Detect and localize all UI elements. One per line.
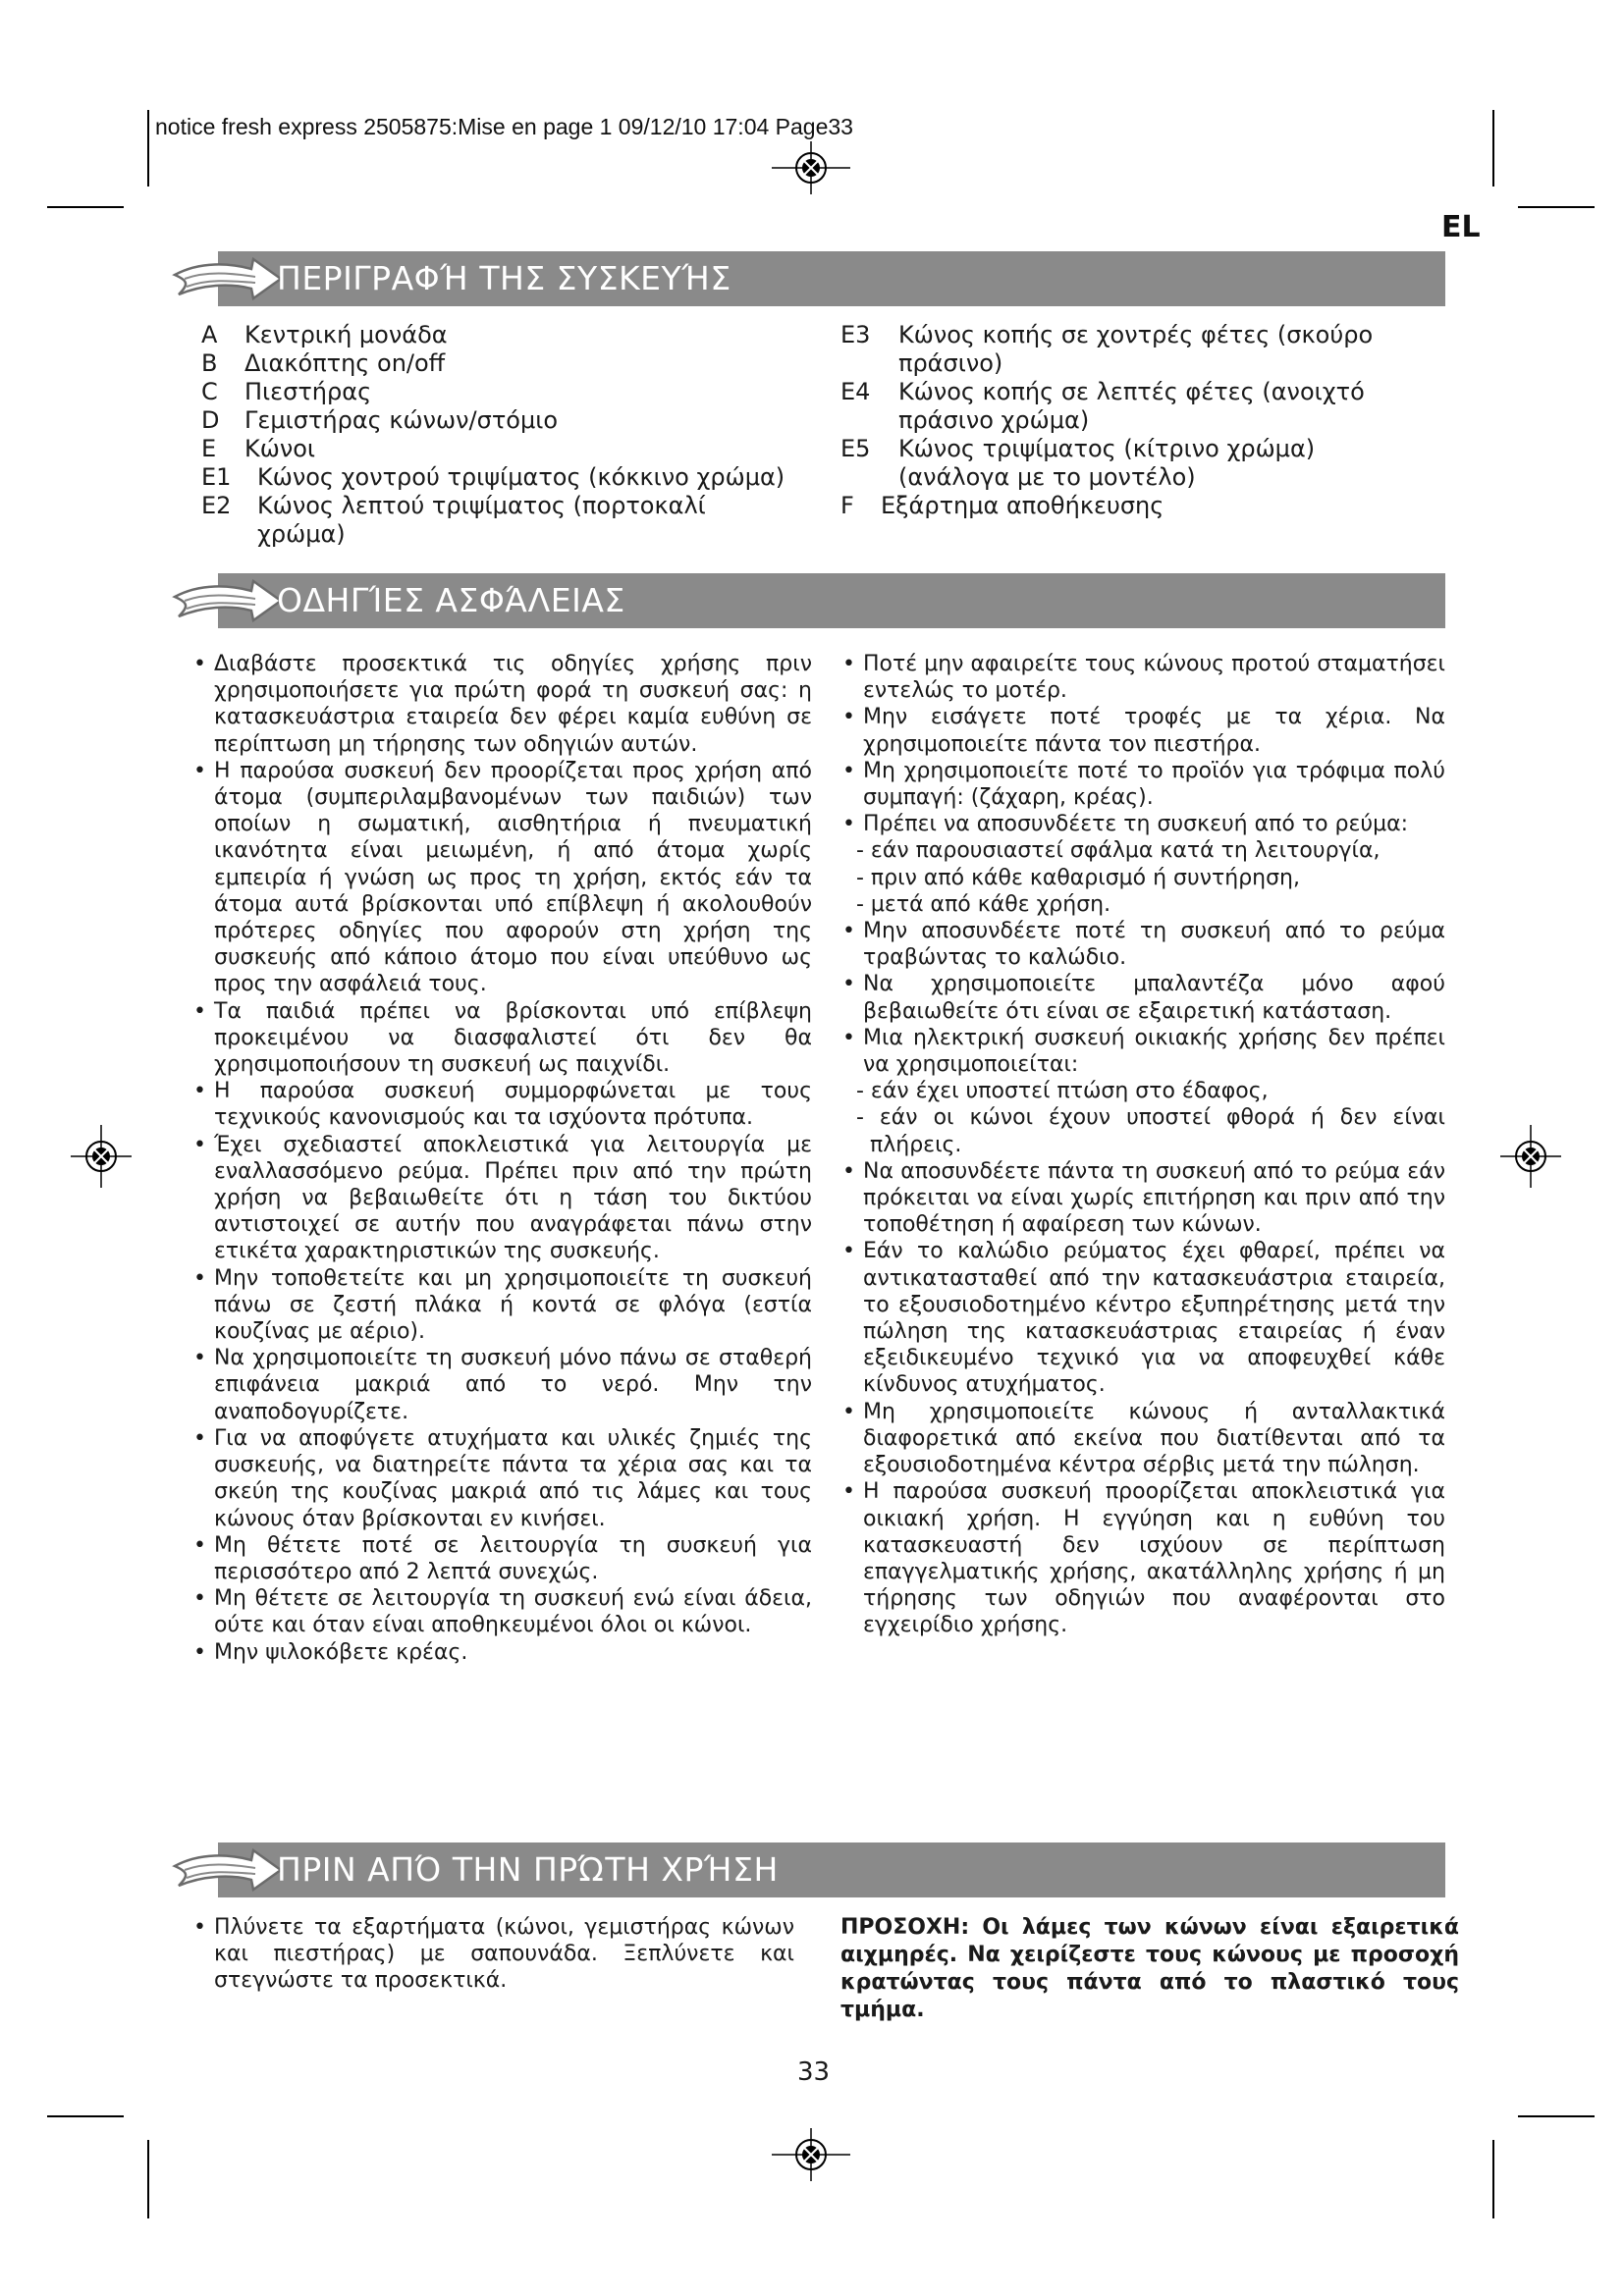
list-item: • Μην εισάγετε ποτέ τροφές με τα χέρια. Να χρησιμοποιείτε πάντα τον πιεστήρα. (842, 705, 1445, 757)
list-item: • Μη θέτετε σε λειτουργία τη συσκευή ενώ είναι άδεια, ούτε και όταν είναι αποθηκευμένοι όλοι οι κώνοι. (193, 1586, 812, 1638)
swoosh-arrow-icon (171, 249, 289, 308)
part-item: E5 Κώνος τριψίματος (κίτρινο χρώμα) (ανάλογα με το μοντέλο) (840, 435, 1316, 491)
list-item: • Διαβάστε προσεκτικά τις οδηγίες χρήσης πριν χρησιμοποιήσετε για πρώτη φορά τη συσκευή σας: η κατασκευάστρια εταιρεία δεν φέρει καμία ευθύνη σε περίπτωση μη τήρησης των οδηγιών αυτών. (193, 652, 812, 757)
list-subitem: - μετά από κάθε χρήση. (856, 891, 1111, 917)
list-subitem: - εάν οι κώνοι έχουν υποστεί φθορά ή δεν είναι πλήρεις. (856, 1105, 1445, 1157)
list-item: • Έχει σχεδιαστεί αποκλειστικά για λειτουργία με εναλλασσόμενο ρεύμα. Πρέπει πριν από την πρώτη χρήση να βεβαιωθείτε ότι η τάση του δικτύου αντιστοιχεί σε αυτήν που αναγράφεται πάνω στην ετικέτα χαρακτηριστικών της συσκευής. (193, 1132, 812, 1264)
section-title: ΠΡΙΝ ΑΠΌ ΤΗΝ ΠΡΏΤΗ ΧΡΉΣΗ (277, 1850, 779, 1889)
list-item: • Η παρούσα συσκευή δεν προορίζεται προς χρήση από άτομα (συμπεριλαμβανομένων των παιδιών) των οποίων η σωματική, αισθητήρια ή πνευματική ικανότητα είναι μειωμένη, ή από άτομα χωρίς εμπειρία ή γνώση ως προς τη χρήση, εκτός εάν τα άτομα αυτά βρίσκονται υπό επίβλεψη ή ακολουθούν πρότερες οδηγίες που αφορούν στη χρήση της συσκευής από κάποιο άτομο που είναι υπεύθυνο ως προς την ασφάλειά τους. (193, 758, 812, 997)
list-item: • Για να αποφύγετε ατυχήματα και υλικές ζημιές της συσκευής, να διατηρείτε πάντα τα χέρια σας και τα σκεύη της κουζίνας μακριά από τις λάμες και τους κώνους όταν βρίσκονται εν κινήσει. (193, 1425, 812, 1531)
registration-mark-icon (772, 141, 850, 194)
safety-list-right (840, 651, 1445, 1639)
list-item: • Μην αποσυνδέετε ποτέ τη συσκευή από το ρεύμα τραβώντας το καλώδιο. (842, 919, 1445, 971)
part-item: A Κεντρική μονάδα (201, 321, 448, 348)
section-title: ΟΔΗΓΊΕΣ ΑΣΦΆΛΕΙΑΣ (277, 581, 625, 619)
list-item: • Ποτέ μην αφαιρείτε τους κώνους προτού σταματήσει εντελώς το μοτέρ. (842, 652, 1445, 704)
list-item: • Μια ηλεκτρική συσκευή οικιακής χρήσης δεν πρέπει να χρησιμοποιείται: (842, 1025, 1445, 1078)
parts-list-right (840, 321, 1449, 520)
list-item: • Μη χρησιμοποιείτε ποτέ το προϊόν για τρόφιμα πολύ συμπαγή: (ζάχαρη, κρέας). (842, 758, 1445, 811)
first-use-list (191, 1914, 794, 1995)
part-item: E Κώνοι (201, 435, 316, 462)
part-item: E1 Κώνος χοντρού τριψίματος (κόκκινο χρώμα) (201, 463, 785, 491)
list-item: • Τα παιδιά πρέπει να βρίσκονται υπό επίβλεψη προκειμένου να διασφαλιστεί ότι δεν θα χρησιμοποιήσουν τη συσκευή ως παιχνίδι. (193, 998, 812, 1078)
part-item: B Διακόπτης on/off (201, 349, 446, 377)
swoosh-arrow-icon (171, 1841, 289, 1899)
swoosh-arrow-icon (171, 571, 289, 630)
list-item: • Εάν το καλώδιο ρεύματος έχει φθαρεί, πρέπει να αντικατασταθεί από την κατασκευάστρια εταιρεία, το εξουσιοδοτημένο κέντρο εξυπηρέτησης μετά την πώληση της κατασκευάστριας εταιρείας ή έναν εξειδικευμένο τεχνικό για να αποφευχθεί κάθε κίνδυνος ατυχήματος. (842, 1239, 1445, 1398)
list-item: • Να χρησιμοποιείτε μπαλαντέζα μόνο αφού βεβαιωθείτε ότι είναι σε εξαιρετική κατάσταση. (842, 972, 1445, 1024)
list-subitem: - εάν έχει υποστεί πτώση στο έδαφος, (856, 1079, 1269, 1104)
list-subitem: - πριν από κάθε καθαρισμό ή συντήρηση, (856, 865, 1300, 890)
print-slug: notice fresh express 2505875:Mise en page 1 09/12/10 17:04 Page33 (155, 114, 853, 139)
registration-mark-icon (71, 1125, 132, 1188)
list-item: • Μη θέτετε ποτέ σε λειτουργία τη συσκευή για περισσότερο από 2 λεπτά συνεχώς. (193, 1532, 812, 1584)
part-item: E3 Κώνος κοπής σε χοντρές φέτες (σκούρο πράσινο) (840, 321, 1374, 377)
list-subitem: - εάν παρουσιαστεί σφάλμα κατά τη λειτουργία, (856, 838, 1380, 864)
list-item: • Να χρησιμοποιείτε τη συσκευή μόνο πάνω σε σταθερή επιφάνεια μακριά από το νερό. Μην την αναποδογυρίζετε. (193, 1346, 812, 1424)
list-item: • Η παρούσα συσκευή συμμορφώνεται με τους τεχνικούς κανονισμούς και τα ισχύοντα πρότυπα. (193, 1079, 812, 1131)
registration-mark-icon (1500, 1125, 1561, 1188)
part-item: E4 Κώνος κοπής σε λεπτές φέτες (ανοιχτό πράσινο χρώμα) (840, 378, 1365, 434)
safety-list-left (191, 651, 812, 1666)
warning-note: ΠΡΟΣΟΧΗ: Οι λάμες των κώνων είναι εξαιρετικά αιχμηρές. Να χειρίζεστε τους κώνους με προσοχή κρατώντας τους πάντα από το πλαστικό τους τμήμα. (840, 1915, 1459, 2022)
part-item: C Πιεστήρας (201, 378, 372, 405)
list-item: • Πρέπει να αποσυνδέετε τη συσκευή από το ρεύμα: (842, 812, 1409, 837)
list-item: • Πλύνετε τα εξαρτήματα (κώνοι, γεμιστήρας κώνων και πιεστήρας) με σαπουνάδα. Ξεπλύνετε και στεγνώστε τα προσεκτικά. (193, 1915, 794, 1994)
list-item: • Μην τοποθετείτε και μη χρησιμοποιείτε τη συσκευή πάνω σε ζεστή πλάκα ή κοντά σε φλόγα (εστία κουζίνας με αέριο). (193, 1265, 812, 1345)
part-item: F Εξάρτημα αποθήκευσης (840, 492, 1164, 519)
page-number: 33 (797, 2057, 831, 2087)
list-item: • Η παρούσα συσκευή προορίζεται αποκλειστικά για οικιακή χρήση. Η εγγύηση και η ευθύνη του κατασκευαστή δεν ισχύουν σε περίπτωση επαγγελματικής χρήσης, ακατάλληλης χρήσης ή μη τήρησης των οδηγιών που αναφέρονται στο εγχειρίδιο χρήσης. (842, 1479, 1445, 1638)
parts-list-left (201, 321, 830, 549)
language-code: EL (1441, 210, 1481, 244)
list-item: • Μη χρησιμοποιείτε κώνους ή ανταλλακτικά διαφορετικά από εκείνα που διατίθενται από τα εξουσιοδοτημένα κέντρα σέρβις μετά την πώληση. (842, 1399, 1445, 1478)
registration-mark-icon (772, 2128, 850, 2181)
section-title: ΠΕΡΙΓΡΑΦΉ ΤΗΣ ΣΥΣΚΕΥΉΣ (277, 259, 731, 297)
list-item: • Να αποσυνδέετε πάντα τη συσκευή από το ρεύμα εάν πρόκειται να είναι χωρίς επιτήρηση και πριν από την τοποθέτηση ή αφαίρεση των κώνων. (842, 1158, 1445, 1238)
part-item: D Γεμιστήρας κώνων/στόμιο (201, 406, 559, 434)
list-item: • Μην ψιλοκόβετε κρέας. (193, 1639, 468, 1665)
part-item: E2 Κώνος λεπτού τριψίματος (πορτοκαλί χρώμα) (201, 492, 706, 548)
